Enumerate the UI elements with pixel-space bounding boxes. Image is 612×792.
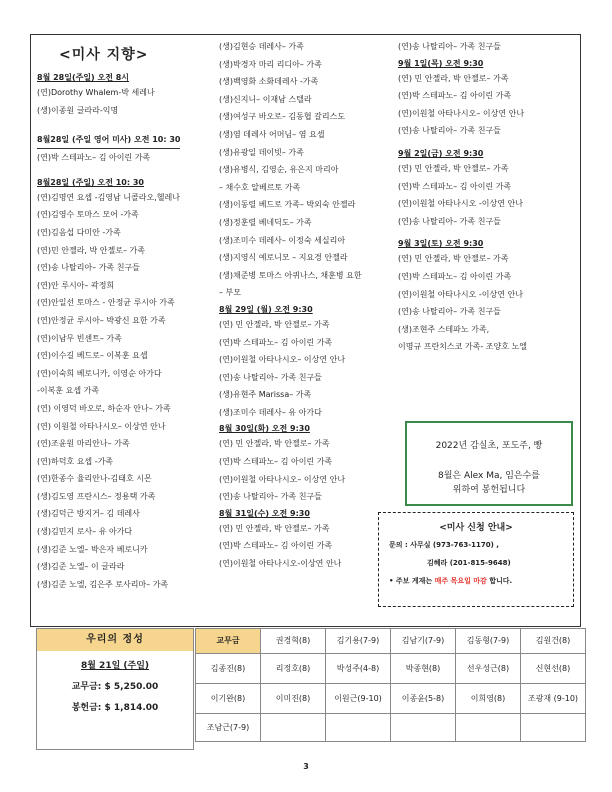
section-header: 8월28일 (주일 영어 미사) 오전 10: 30 [37, 134, 180, 149]
intention-item: (연) 민 안젤라, 박 안젤로– 가족 [398, 163, 509, 173]
intention-item: (연)박 스테파노– 김 아이린 가족 [37, 153, 151, 163]
item-list [219, 520, 389, 573]
section-header: 8월28일 (주일) 오전 10: 30 [37, 177, 144, 187]
intention-item: (연)송 나탈리아– 가족 친구들 [398, 42, 501, 51]
intention-item: (연)안일선 토마스 - 안정균 루시아 가족 [37, 298, 175, 308]
intention-item: (연)민 안젤라, 박 안젤로– 가족 [37, 245, 145, 255]
roster-cell: 이기완(8) [196, 684, 261, 714]
intentions-column-2 [219, 38, 389, 573]
intention-item: (연)김영수 토마스 모어 -가족 [37, 210, 139, 220]
item-list [398, 250, 578, 356]
roster-cell: 이원근(9-10) [326, 684, 391, 714]
item-list [398, 70, 578, 140]
roster-cell: 박성주(4-8) [326, 654, 391, 684]
dues-roster-table [195, 628, 586, 742]
intention-item: – 채수호 알베르토 가족 [219, 182, 301, 192]
roster-cell: 조남근(7-9) [196, 714, 261, 742]
intention-item: (생)여성구 바오로– 김동협 갈리스도 [219, 112, 346, 122]
roster-cell [261, 714, 326, 742]
intention-item: (생)백영화 소화데레사 -가족 [219, 77, 319, 87]
roster-cell: 김기용(7-9) [326, 629, 391, 654]
intention-item: (연)하덕호 요셉 -가족 [37, 456, 114, 466]
page-number: 3 [303, 762, 309, 771]
roster-cell: 신현선(8) [521, 654, 586, 684]
intention-item: (연)김음섭 다미안 -가족 [37, 227, 121, 237]
roster-cell: 권경혁(8) [261, 629, 326, 654]
roster-cell [326, 714, 391, 742]
roster-cell: 조광재 (9-10) [521, 684, 586, 714]
intention-item: (생)신지니– 이재남 스텔라 [219, 94, 312, 104]
intention-item: (연) 민 안젤라, 박 안젤로– 가족 [219, 523, 330, 533]
intention-item: (연)박 스테파노– 김 아이린 가족 [219, 541, 333, 551]
roster-cell [391, 714, 456, 742]
intention-item: (생)조현주 스테파노 가족, [398, 324, 490, 334]
intention-item: (연)이원철 아타나시오– 이상연 안나 [219, 474, 346, 484]
intention-item: (연)이원철 아타나시오 -이상연 안나 [398, 199, 523, 209]
intention-item: (연) 이영덕 바오로, 하순자 안나– 가족 [37, 403, 171, 413]
intention-item: (생)유병식, 김영순, 유은지 마리아 [219, 165, 339, 175]
intention-item: (생)김준 노엘, 김은주 로사리마– 가족 [37, 579, 169, 589]
page-title: <미사 지향> [59, 47, 149, 63]
announcement-line: 위하여 봉헌됩니다 [452, 485, 526, 495]
intention-item: -이복훈 요셉 가족 [37, 386, 100, 396]
offering-announcement-box [405, 421, 573, 506]
intention-item: 이명규 프란치스코 가족- 조양호 노엘 [398, 342, 527, 352]
item-list [398, 160, 578, 230]
roster-cell: 이희영(8) [456, 684, 521, 714]
section-header: 9월 3일(토) 오전 9:30 [398, 239, 484, 249]
intention-item: (생)김현승 데레사– 가족 [219, 42, 304, 51]
roster-cell: 김원건(8) [521, 629, 586, 654]
intention-item: (연)안정균 루시아– 박광신 요한 가족 [37, 315, 166, 325]
intention-item: (생)유현주 Marissa– 가족 [219, 390, 312, 400]
section-header: 8월 28일(주일) 오전 8시 [37, 73, 130, 82]
intention-item: (생)유광일 데이빗– 가족 [219, 147, 304, 157]
intention-item: (생)조미수 데레사– 이정숙 세실리아 [219, 235, 346, 245]
offering-collection: 봉헌금: $ 1,814.00 [71, 703, 159, 713]
intention-item: (연)송 나탈리아– 가족 친구들 [219, 492, 322, 502]
intention-item: (생)이종원 글라라-익명 [37, 105, 119, 115]
intention-item: (생)정훈렬 베네딕도– 가족 [219, 217, 312, 227]
notice-contact-person: 김혜라 (201-815-9648) [427, 559, 511, 567]
item-list [37, 149, 217, 167]
intention-item: (연)한종수 율리안나-김태호 시몬 [37, 474, 152, 484]
roster-cell: 김종진(8) [196, 654, 261, 684]
intention-item: – 부모 [219, 288, 241, 298]
intention-item: (연)이원철 아타나시오 -이상연 안나 [398, 289, 523, 299]
notice-contact-office: 문의 : 사무실 (973-763-1170) , [389, 541, 499, 549]
section-header: 9월 2일(금) 오전 9:30 [398, 148, 484, 158]
roster-cell: 김남기(7-9) [391, 629, 456, 654]
intention-item: (연) 민 안젤라, 박 안젤로– 가족 [219, 319, 330, 329]
roster-cell: 김동형(7-9) [456, 629, 521, 654]
offering-summary [36, 628, 194, 750]
intention-item: (연)박 스테파노– 김 아이린 가족 [398, 271, 512, 281]
roster-cell: 교무금 [196, 629, 261, 654]
item-list [37, 84, 217, 119]
mass-request-notice [378, 512, 574, 607]
intention-item: (연)안 루시아– 곽정희 [37, 280, 115, 290]
section-header: 8월 30일(화) 오전 9:30 [219, 424, 310, 434]
intention-item: (연)박 스테파노– 김 아이린 가족 [219, 457, 333, 467]
intention-item: (연)송 나탈리아– 가족 친구들 [398, 216, 501, 226]
roster-cell [521, 714, 586, 742]
roster-cell: 이미진(8) [261, 684, 326, 714]
intention-item: (연) 민 안젤라, 박 안젤로– 가족 [398, 254, 509, 264]
intention-item: (연) 민 안젤라, 박 안젤로– 가족 [219, 439, 330, 449]
section-header: 8월 29일 (월) 오전 9:30 [219, 304, 313, 314]
intention-item: (연)이남무 빈센트– 가족 [37, 333, 122, 343]
roster-cell: 이종윤(5-8) [391, 684, 456, 714]
intention-item: (연) 이원철 아타나시오– 이상연 안나 [37, 421, 166, 431]
roster-cell [456, 714, 521, 742]
intention-item: (생)김준 노엘– 박은자 베로니카 [37, 544, 148, 554]
section-header: 9월 1일(목) 오전 9:30 [398, 58, 484, 68]
intention-item: (생)이동렬 베드로 가족– 박외숙 안젤라 [219, 200, 356, 210]
intention-item: (생)김민지 로사– 유 아가다 [37, 527, 133, 537]
roster-cell: 리정호(8) [261, 654, 326, 684]
announcement-title: 2022년 감실초, 포도주, 빵 [435, 441, 543, 451]
intention-item: (생)염 데레사 어머님– 염 요셉 [219, 129, 325, 139]
intention-item: (연)박 스테파노– 김 아이린 가족 [398, 91, 512, 101]
intention-item: (생)김도영 프란시스– 정용택 가족 [37, 491, 156, 501]
intention-item: (생)조미수 데레사– 유 아가다 [219, 407, 322, 417]
intention-item: (연)이원철 아타나시오– 이상연 안나 [398, 108, 525, 118]
item-list [398, 38, 578, 56]
deadline-highlight: 매주 목요일 마감 [434, 577, 487, 585]
intention-item: (연)송 나탈리아– 가족 친구들 [219, 372, 322, 382]
intention-item: (연)이수길 베드로– 이복훈 요셉 [37, 351, 148, 361]
intention-item: (연)송 나탈리아– 가족 친구들 [398, 307, 501, 317]
intention-item: (연)이원철 아타나시오-이상연 안나 [219, 559, 342, 569]
intentions-column-1 [37, 38, 217, 593]
notice-title: <미사 신청 안내> [439, 523, 513, 533]
intentions-column-3 [398, 38, 578, 356]
offering-dues: 교무금: $ 5,250.00 [71, 682, 159, 692]
notice-deadline: • 주보 게재는 매주 목요일 마감 합니다. [389, 577, 513, 585]
intention-item: (생)김덕근 방지거– 김 데레사 [37, 509, 140, 519]
offering-header: 우리의 정성 [37, 629, 193, 651]
section-header: 8월 31일(수) 오전 9:30 [219, 508, 310, 518]
roster-cell: 선우성근(8) [456, 654, 521, 684]
intention-item: (연)박 스테파노– 김 아이린 가족 [398, 181, 512, 191]
intention-item: (생)채준병 토마스 아퀴나스, 채훈병 요한 [219, 270, 362, 280]
item-list [219, 435, 389, 505]
offering-date: 8월 21일 (주일) [80, 661, 150, 671]
intention-item: (연)이숙희 베로니카, 이영순 아가다 [37, 368, 162, 378]
item-list [219, 38, 389, 302]
intention-item: (생)박경자 마리 리디아– 가족 [219, 59, 322, 69]
intention-item: (연)조윤원 마리안나– 가족 [37, 439, 130, 449]
roster-cell: 박종현(8) [391, 654, 456, 684]
announcement-line: 8월은 Alex Ma, 임은수를 [438, 471, 540, 481]
item-list [37, 189, 217, 594]
intention-item: (연)송 나탈리아– 가족 친구들 [37, 263, 140, 273]
intention-item: (연)송 나탈리아– 가족 친구들 [398, 126, 501, 136]
intention-item: (연)김명연 요셉 -김영남 니콜라오,헬레나 [37, 192, 180, 202]
intention-item: (연) 민 안젤라, 박 안젤로– 가족 [398, 73, 509, 83]
intention-item: (연)박 스테파노– 김 아이린 가족 [219, 337, 333, 347]
item-list [219, 316, 389, 422]
intention-item: (생)지영식 예로니모 – 지요경 안젤라 [219, 253, 348, 263]
intention-item: (연)이원철 아타나시오– 이상연 안나 [219, 355, 346, 365]
intention-item: (연)Dorothy Whalem-박 세레나 [37, 88, 155, 97]
intention-item: (생)김준 노엘– 이 글라라 [37, 562, 125, 572]
